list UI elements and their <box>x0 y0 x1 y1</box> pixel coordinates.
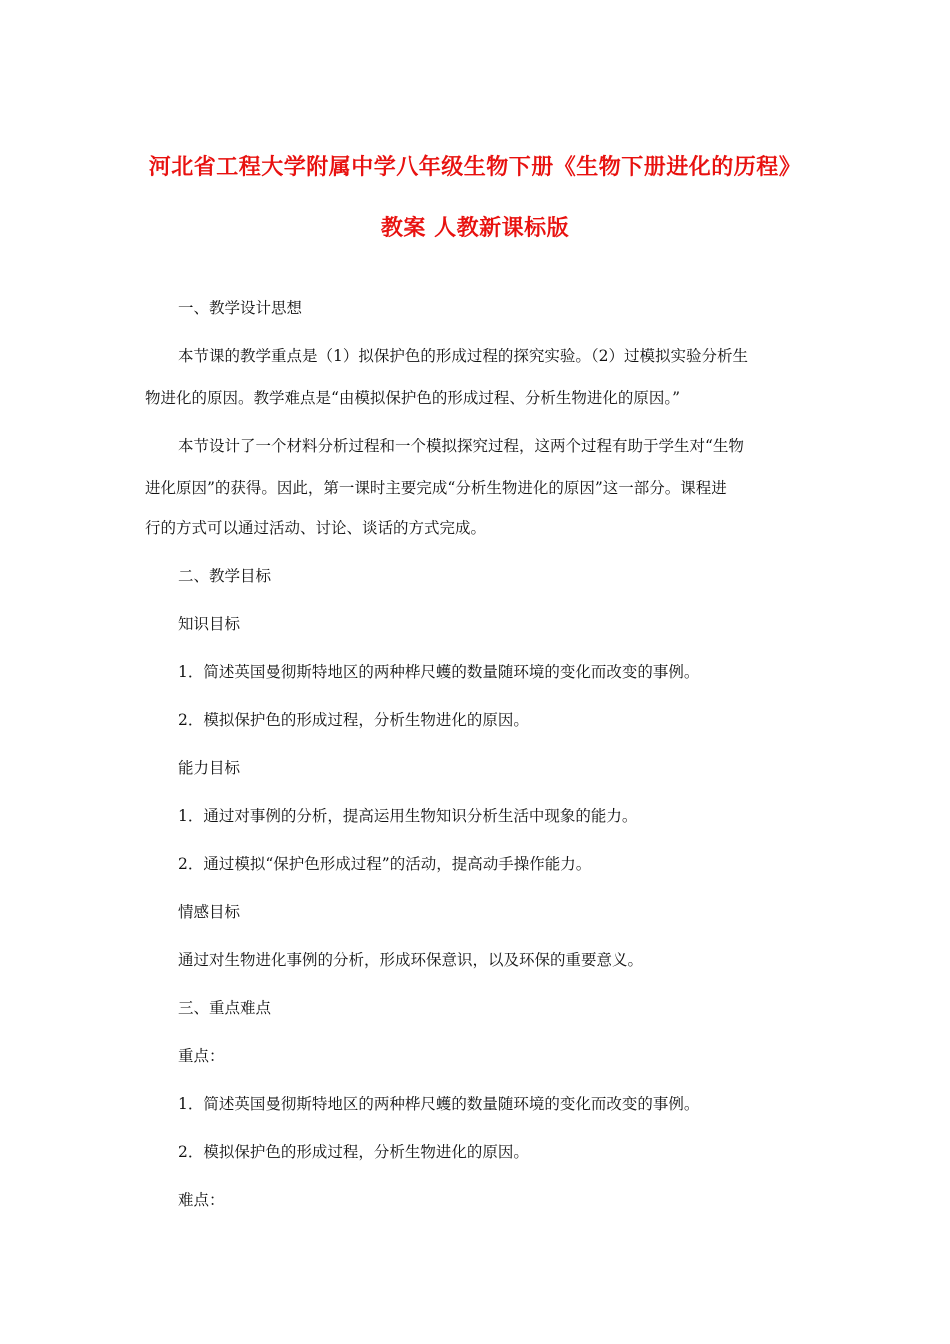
document-title-line-2: 教案 人教新课标版 <box>380 216 570 241</box>
list-item: 1．通过对事例的分析，提高运用生物知识分析生活中现象的能力。 <box>178 807 638 825</box>
paragraph-line: 本节课的教学重点是（1）拟保护色的形成过程的探究实验。（2）过模拟实验分析生 <box>178 347 748 365</box>
paragraph-line: 行的方式可以通过活动、讨论、谈话的方式完成。 <box>145 519 487 537</box>
list-item: 2．通过模拟“保护色形成过程”的活动，提高动手操作能力。 <box>178 855 592 873</box>
list-item: 2．模拟保护色的形成过程，分析生物进化的原因。 <box>178 1143 529 1161</box>
list-item: 2．模拟保护色的形成过程，分析生物进化的原因。 <box>178 711 529 729</box>
paragraph-line: 物进化的原因。教学难点是“由模拟保护色的形成过程、分析生物进化的原因。” <box>145 389 681 407</box>
subheading-knowledge-goals: 知识目标 <box>178 615 241 633</box>
paragraph-line: 本节设计了一个材料分析过程和一个模拟探究过程，这两个过程有助于学生对“生物 <box>178 437 744 455</box>
list-item: 1．简述英国曼彻斯特地区的两种桦尺蠖的数量随环境的变化而改变的事例。 <box>178 663 700 681</box>
section-heading-design-idea: 一、教学设计思想 <box>178 299 303 317</box>
subheading-ability-goals: 能力目标 <box>178 759 241 777</box>
section-heading-teaching-goals: 二、教学目标 <box>178 567 272 585</box>
list-item: 1．简述英国曼彻斯特地区的两种桦尺蠖的数量随环境的变化而改变的事例。 <box>178 1095 700 1113</box>
subheading-difficult-points: 难点： <box>178 1191 225 1209</box>
paragraph-line: 进化原因”的获得。因此，第一课时主要完成“分析生物进化的原因”这一部分。课程进 <box>145 479 727 497</box>
subheading-key-points: 重点： <box>178 1047 225 1065</box>
document-title-line-1: 河北省工程大学附属中学八年级生物下册《生物下册进化的历程》 <box>148 155 802 180</box>
paragraph-line: 通过对生物进化事例的分析，形成环保意识，以及环保的重要意义。 <box>178 951 644 969</box>
subheading-emotion-goals: 情感目标 <box>178 903 241 921</box>
section-heading-key-difficult-points: 三、重点难点 <box>178 999 272 1017</box>
